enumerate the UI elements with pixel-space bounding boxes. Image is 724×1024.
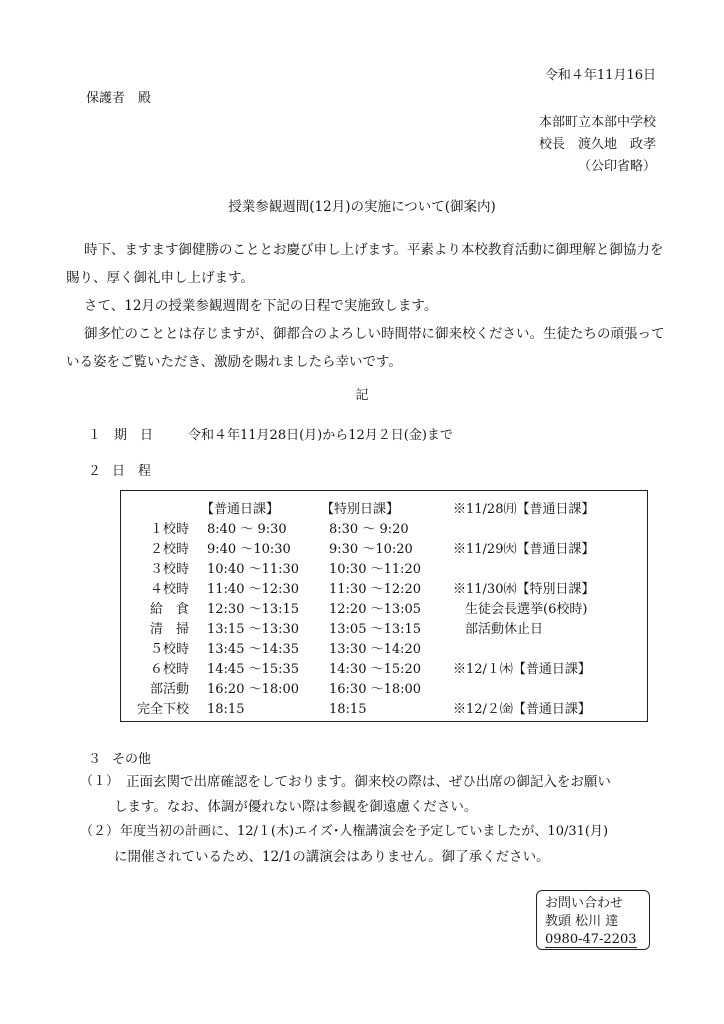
schedule-note: 生徒会長選挙(6校時) — [465, 602, 588, 617]
school-name: 本部町立本部中学校 — [538, 115, 656, 130]
period-label: ３校時 — [149, 562, 189, 577]
body-paragraph-1: 時下、ますます御健勝のこととお慶び申し上げます。平素より本校教育活動に御理解と御協力を賜り、厚く御礼申し上げます。 — [66, 242, 664, 286]
schedule-note: ※12/２㈮【普通日課】 — [453, 702, 591, 717]
special-time: 13:05 ～13:15 — [329, 622, 422, 637]
special-time: 13:30 ～14:20 — [329, 642, 422, 657]
item1-line1: 正面玄関で出席確認をしております。御来校の際は、ぜひ出席の御記入をお願い — [126, 774, 611, 790]
special-time: 9:30 ～10:20 — [329, 542, 413, 557]
schedule-note: ※11/28㈪【普通日課】 — [453, 502, 595, 517]
period-label: 清 掃 — [149, 622, 189, 637]
ki-marker: 記 — [355, 388, 369, 403]
item2-line2: に開催されているため、12/1の講演会はありません。御了承ください。 — [114, 849, 550, 865]
schedule-table — [120, 490, 648, 722]
period-label: １校時 — [149, 522, 189, 537]
principal-name: 校長 渡久地 政孝 — [538, 137, 656, 152]
period-label: 完全下校 — [136, 702, 189, 717]
table-row — [121, 601, 647, 621]
special-time: 10:30 ～11:20 — [329, 562, 422, 577]
schedule-note: ※11/29㈫【普通日課】 — [453, 542, 595, 557]
section2-label: 日 程 — [112, 464, 152, 479]
section2-number: ２ — [88, 464, 102, 479]
period-label: 部活動 — [149, 682, 189, 697]
contact-person: 教頭 松川 達 — [545, 914, 619, 929]
regular-time: 18:15 — [207, 702, 245, 717]
contact-phone: 0980-47-2203 — [545, 932, 637, 947]
header-regular: 【普通日課】 — [201, 502, 280, 517]
period-label: 給 食 — [149, 602, 189, 617]
special-time: 14:30 ～15:20 — [329, 662, 422, 677]
section1-value: 令和４年11月28日(月)から12月２日(金)まで — [188, 428, 453, 443]
item1-number: （１） — [80, 774, 120, 789]
special-time: 11:30 ～12:20 — [329, 582, 422, 597]
period-label: ５校時 — [149, 642, 189, 657]
body-paragraph-3: 御多忙のこととは存じますが、御都合のよろしい時間帯に御来校ください。生徒たちの頑張っている姿をご覧いただき、激励を賜れましたら幸いです。 — [66, 326, 665, 370]
regular-time: 8:40 ～ 9:30 — [207, 522, 287, 537]
table-row — [121, 701, 647, 721]
schedule-header-row — [121, 501, 647, 521]
regular-time: 11:40 ～12:30 — [207, 582, 300, 597]
regular-time: 16:20 ～18:00 — [207, 682, 300, 697]
table-row — [121, 641, 647, 661]
section1-number: １ — [88, 428, 102, 443]
regular-time: 14:45 ～15:35 — [207, 662, 300, 677]
recipient: 保護者 殿 — [86, 91, 152, 106]
special-time: 16:30 ～18:00 — [329, 682, 422, 697]
body-paragraph-2: さて、12月の授業参観週間を下記の日程で実施致します。 — [84, 298, 438, 314]
contact-box — [536, 890, 650, 950]
seal-note: （公印省略） — [577, 159, 656, 174]
table-row — [121, 581, 647, 601]
regular-time: 10:40 ～11:30 — [207, 562, 300, 577]
schedule-note: 部活動休止日 — [465, 622, 544, 637]
header-special: 【特別日課】 — [321, 502, 400, 517]
table-row — [121, 621, 647, 641]
item2-line1: 年度当初の計画に、12/１(木)エイズ･人権講演会を予定していましたが、10/31(月) — [120, 824, 609, 839]
table-row — [121, 561, 647, 581]
schedule-note: ※12/１㈭【普通日課】 — [453, 662, 591, 677]
table-row — [121, 661, 647, 681]
section3-number: ３ — [88, 752, 102, 767]
item2-number: （２） — [80, 824, 120, 839]
period-label: ２校時 — [149, 542, 189, 557]
special-time: 12:20 ～13:05 — [329, 602, 422, 617]
special-time: 8:30 ～ 9:20 — [329, 522, 409, 537]
special-time: 18:15 — [329, 702, 367, 717]
document-date: 令和４年11月16日 — [544, 68, 656, 83]
section3-label: その他 — [112, 752, 152, 767]
regular-time: 12:30 ～13:15 — [207, 602, 300, 617]
contact-title: お問い合わせ — [545, 896, 624, 911]
period-label: ４校時 — [149, 582, 189, 597]
section1-label: 期 日 — [114, 428, 154, 443]
document-title: 授業参観週間(12月)の実施について(御案内) — [228, 199, 496, 215]
period-label: ６校時 — [149, 662, 189, 677]
schedule-note: ※11/30㈬【特別日課】 — [453, 582, 595, 597]
table-row — [121, 521, 647, 541]
table-row — [121, 541, 647, 561]
item1-line2: します。なお、体調が優れない際は参観を御遠慮ください。 — [114, 799, 478, 815]
regular-time: 13:15 ～13:30 — [207, 622, 300, 637]
table-row — [121, 681, 647, 701]
regular-time: 13:45 ～14:35 — [207, 642, 300, 657]
regular-time: 9:40 ～10:30 — [207, 542, 291, 557]
